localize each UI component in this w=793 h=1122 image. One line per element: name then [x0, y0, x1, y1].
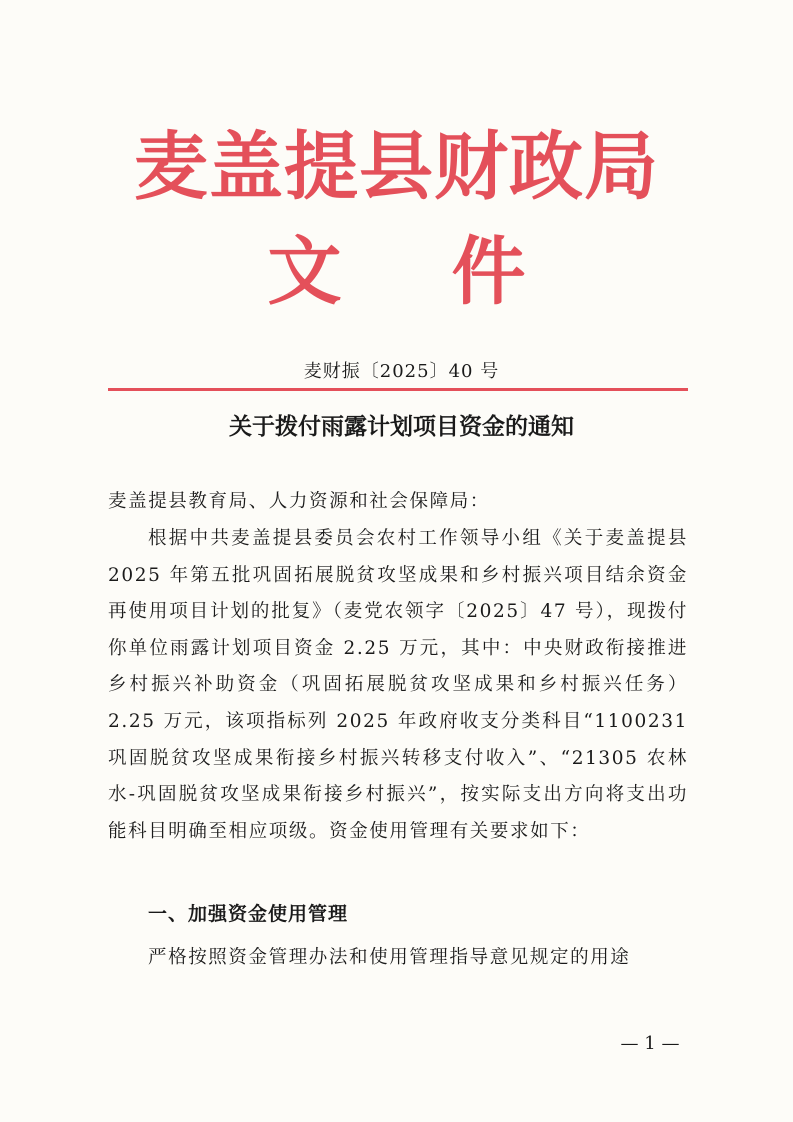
document-number: 麦财振〔2025〕40 号 — [303, 361, 500, 382]
body-paragraph-1: 根据中共麦盖提县委员会农村工作领导小组《关于麦盖提县 2025 年第五批巩固拓展脱贫攻坚成果和乡村振兴项目结余资金再使用项目计划的批复》（麦党农领字〔2025〕47 号），现拨付你单位雨露计划项目资金 2.25 万元，其中：中央财政衔接推进乡村振兴补助资金（巩固拓展脱贫攻坚成果和乡村振兴任务）2.25 万元，该项指标列 2025 年政府收支分类科目“1100231 巩固脱贫攻坚成果衔接乡村振兴转移支付收入”、“21305 农林水-巩固脱贫攻坚成果衔接乡村振兴”，按实际支出方向将支出功能科目明确至相应项级。资金使用管理有关要求如下： — [108, 528, 688, 842]
page-number: — 1 — — [620, 1033, 680, 1054]
section-1-heading: 一、加强资金使用管理 — [148, 903, 349, 925]
recipient-line: 麦盖提县教育局、人力资源和社会保障局： — [108, 491, 490, 512]
red-divider-line — [108, 388, 688, 391]
body-paragraph-2: 严格按照资金管理办法和使用管理指导意见规定的用途 — [148, 947, 631, 968]
document-word: 文件 — [267, 229, 636, 315]
org-title: 麦盖提县财政局 — [134, 124, 659, 210]
notice-title: 关于拨付雨露计划项目资金的通知 — [229, 413, 574, 440]
